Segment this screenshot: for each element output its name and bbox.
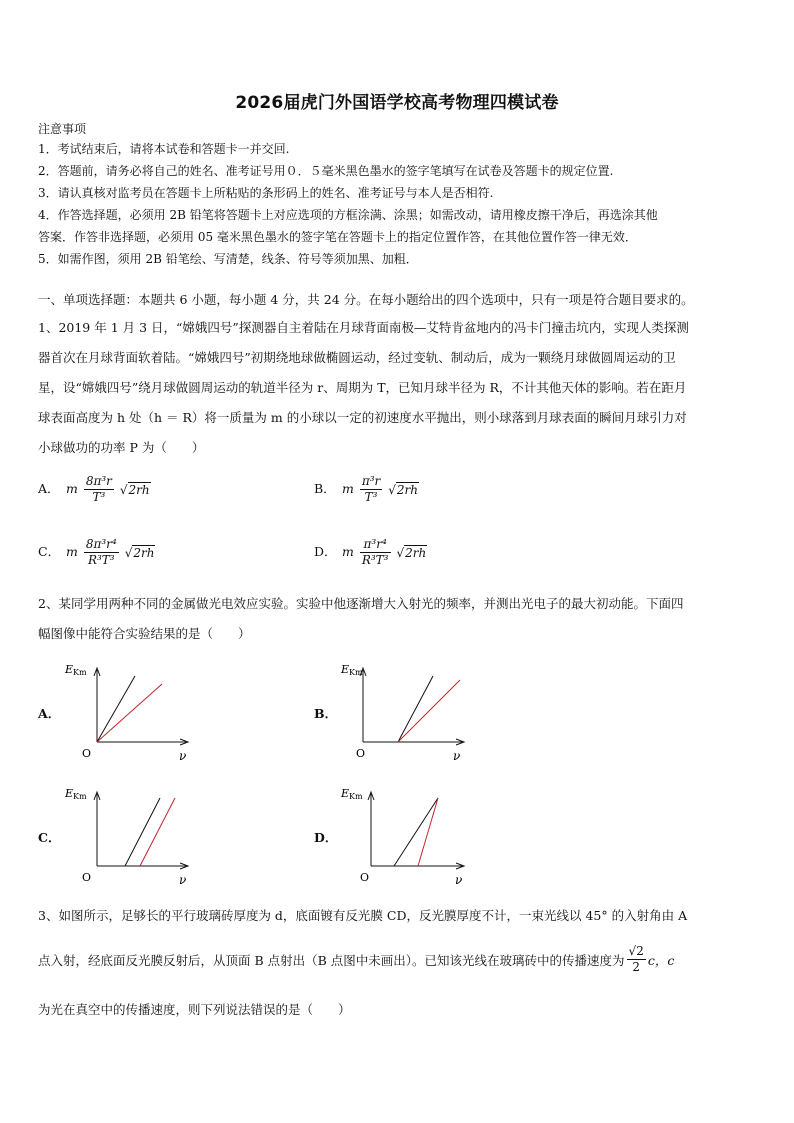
q1-option-c[interactable] <box>38 537 155 568</box>
q2-graph-a-label: A． <box>38 706 61 721</box>
q1-option-d[interactable] <box>314 537 427 568</box>
line-black <box>125 798 160 866</box>
axis-x-label: ν <box>179 749 187 763</box>
axis-y-label: E <box>341 787 350 800</box>
fraction-numerator: 8π³r <box>85 474 112 488</box>
line-black <box>97 676 135 742</box>
axis-y-sub: Km <box>73 668 87 677</box>
origin-label: O <box>82 871 92 884</box>
option-mass: m <box>65 481 78 496</box>
radicand: 2rh <box>133 545 155 560</box>
q2-line-1: 2、某同学用两种不同的金属做光电效应实验。实验中他逐渐增大入射光的频率，并测出光电子的最大初动能。下面四 <box>38 596 684 611</box>
option-mass: m <box>341 544 354 559</box>
option-radical: √2rh <box>119 482 150 497</box>
option-fraction <box>360 537 391 568</box>
section-heading: 一、单项选择题：本题共 6 小题，每小题 4 分，共 24 分。在每小题给出的四个选项中，只有一项是符合题目要求的。 <box>38 292 694 307</box>
q1-line-4: 球表面高度为 h 处（h ＝ R）将一质量为 m 的小球以一定的初速度水平抛出，则小球落到月球表面的瞬间月球引力对 <box>38 410 687 425</box>
axis-x-label: ν <box>179 873 187 887</box>
q1-option-b[interactable] <box>314 474 419 505</box>
option-radical: √2rh <box>124 545 155 560</box>
axis-y-sub: Km <box>73 792 87 801</box>
axis-y-label: E <box>65 663 74 676</box>
q2-graph-d-label: D． <box>314 830 338 845</box>
q1-option-a[interactable] <box>38 474 151 505</box>
q3-line-2-tail: c，c <box>647 952 675 968</box>
fraction-denominator: T³ <box>92 490 106 504</box>
fraction-numerator: 8π³r⁴ <box>85 537 117 551</box>
axis-x-label: ν <box>453 749 461 763</box>
axis-y-label: E <box>65 787 74 800</box>
origin-label: O <box>82 747 92 760</box>
notice-heading: 注意事项 <box>38 122 87 136</box>
option-radical: √2rh <box>396 545 427 560</box>
line-red <box>97 684 162 742</box>
line-black <box>398 676 433 742</box>
fraction-denominator: T³ <box>364 490 378 504</box>
radicand: 2rh <box>396 482 419 497</box>
q3-line-2 <box>38 944 674 975</box>
notice-item-5: 5．如需作图，须用 2B 铅笔绘、写清楚，线条、符号等须加黑、加粗． <box>38 252 418 266</box>
q2-line-2: 幅图像中能符合实验结果的是（ ） <box>38 626 251 641</box>
q1-line-5: 小球做功的功率 P 为（ ） <box>38 440 205 455</box>
origin-label: O <box>356 747 366 760</box>
origin-label: O <box>360 871 370 884</box>
q3-line-1: 3、如图所示，足够长的平行玻璃砖厚度为 d，底面镀有反光膜 CD，反光膜厚度不计，一束光线以 45° 的入射角由 A <box>38 908 688 923</box>
option-radical: √2rh <box>388 482 419 497</box>
q2-graph-b-label: B． <box>314 706 338 721</box>
line-red <box>140 798 175 866</box>
option-mass: m <box>65 544 78 559</box>
option-label: C． <box>38 544 61 559</box>
radicand: 2rh <box>128 482 150 497</box>
option-fraction <box>84 537 119 568</box>
q1-line-2: 器首次在月球背面软着陆。“嫦娥四号”初期绕地球做椭圆运动，经过变轨、制动后，成为一颗绕月球做圆周运动的卫 <box>38 350 676 365</box>
q3-line-2-text: 点入射，经底面反光膜反射后，从顶面 B 点射出（B 点图中未画出）。已知该光线在玻璃砖中的传播速度为 <box>38 952 625 968</box>
axis-y-label: E <box>341 663 350 676</box>
option-label: B． <box>314 481 336 496</box>
axis-x-label: ν <box>455 873 463 887</box>
fraction-denominator: R³T³ <box>361 553 389 567</box>
fraction-numerator: √2 <box>628 944 644 958</box>
q2-graph-b[interactable] <box>336 656 476 768</box>
fraction-numerator: π³r <box>361 474 381 488</box>
option-label: D． <box>314 544 337 559</box>
notice-item-3: 3．请认真核对监考员在答题卡上所粘贴的条形码上的姓名、准考证号与本人是否相符. <box>38 186 494 200</box>
page-title: 2026届虎门外国语学校高考物理四模试卷 <box>235 93 559 113</box>
q2-graph-d[interactable] <box>336 780 476 892</box>
notice-item-1: 1．考试结束后，请将本试卷和答题卡一并交回. <box>38 142 290 156</box>
fraction-denominator: 2 <box>632 960 640 974</box>
radicand: 2rh <box>405 545 427 560</box>
q3-speed-fraction <box>627 944 646 975</box>
option-mass: m <box>341 481 354 496</box>
axis-y-sub: Km <box>349 792 363 801</box>
q2-graph-c[interactable] <box>60 780 200 892</box>
q3-line-3: 为光在真空中的传播速度，则下列说法错误的是（ ） <box>38 1002 351 1017</box>
line-red <box>418 798 438 866</box>
q1-line-3: 星，设“嫦娥四号”绕月球做圆周运动的轨道半径为 r、周期为 T，已知月球半径为 R，不计其他天体的影响。若在距月 <box>38 380 687 395</box>
option-label: A． <box>38 481 60 496</box>
notice-item-4: 4．作答选择题，必须用 2B 铅笔将答题卡上对应选项的方框涂满、涂黑；如需改动，请用橡皮擦干净后，再选涂其他 <box>38 208 658 222</box>
option-fraction <box>84 474 114 505</box>
axis-y-sub: Km <box>349 668 363 677</box>
q2-graph-a[interactable] <box>60 656 200 768</box>
q2-graph-c-label: C． <box>38 830 61 845</box>
q1-line-1: 1、2019 年 1 月 3 日，“嫦娥四号”探测器自主着陆在月球背面南极—艾特肯盆地内的冯卡门撞击坑内，实现人类探测 <box>38 320 689 335</box>
notice-item-4-cont: 答案．作答非选择题，必须用 05 毫米黑色墨水的签字笔在答题卡上的指定位置作答，在其他位置作答一律无效． <box>38 230 637 244</box>
notice-item-2: 2．答题前，请务必将自己的姓名、准考证号用０．５毫米黑色墨水的签字笔填写在试卷及答题卡的规定位置. <box>38 164 614 178</box>
option-fraction <box>360 474 382 505</box>
fraction-denominator: R³T³ <box>87 553 115 567</box>
fraction-numerator: π³r⁴ <box>360 537 391 553</box>
line-red <box>398 680 460 742</box>
line-black <box>394 798 438 866</box>
